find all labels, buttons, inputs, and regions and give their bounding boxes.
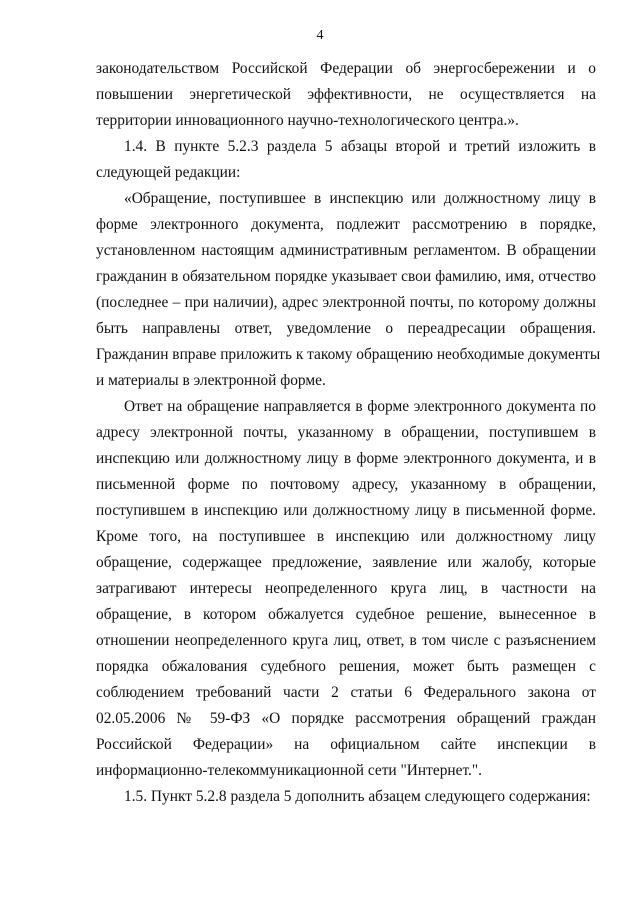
text-line: установленном настоящим административным регламентом. В обращении [96,242,596,259]
text-line: обращение, в котором обжалуется судебное решение, вынесенное в [96,606,596,623]
text-line: 1.4. В пункте 5.2.3 раздела 5 абзацы второй и третий изложить в [124,138,596,155]
text-line: гражданин в обязательном порядке указывает свои фамилию, имя, отчество [96,268,596,285]
text-line: территории инновационного научно-технологического центра.». [96,112,519,129]
text-line: «Обращение, поступившее в инспекцию или должностному лицу в [124,190,596,207]
text-line: соблюдением требований части 2 статьи 6 Федерального закона от [96,684,596,701]
text-line: инспекцию или должностному лицу в форме электронного документа, и в [96,450,596,467]
text-line: законодательством Российской Федерации об энергосбережении и о [96,60,596,77]
text-line: 02.05.2006 № 59-ФЗ «О порядке рассмотрения обращений граждан [96,710,596,727]
text-line: порядка обжалования судебного решения, может быть размещен с [96,658,596,675]
text-line: информационно-телекоммуникационной сети "Интернет.". [96,762,482,779]
text-line: поступившем в инспекцию или должностному лицу в письменной форме. [96,502,596,519]
text-line: и материалы в электронной форме. [96,372,326,389]
text-line: отношении неопределенного круга лиц, ответ, в том числе с разъяснением [96,632,596,649]
text-line: Ответ на обращение направляется в форме электронного документа по [124,398,596,415]
text-line: письменной форме по почтовому адресу, указанному в обращении, [96,476,596,493]
text-line: Кроме того, на поступившее в инспекцию или должностному лицу [96,528,596,545]
text-line: 1.5. Пункт 5.2.8 раздела 5 дополнить абзацем следующего содержания: [124,788,591,805]
text-line: форме электронного документа, подлежит рассмотрению в порядке, [96,216,596,233]
text-line: быть направлены ответ, уведомление о переадресации обращения. [96,320,596,337]
text-line: обращение, содержащее предложение, заявление или жалобу, которые [96,554,596,571]
text-line: Гражданин вправе приложить к такому обращению необходимые документы [96,346,601,363]
text-line: Российской Федерации» на официальном сайте инспекции в [96,736,596,753]
text-line: повышении энергетической эффективности, не осуществляется на [96,86,596,103]
page-number: 4 [316,28,324,43]
text-line: затрагивают интересы неопределенного круга лиц, в частности на [96,580,596,597]
text-line: (последнее – при наличии), адрес электронной почты, по которому должны [96,294,596,311]
text-line: следующей редакции: [96,164,241,181]
text-line: адресу электронной почты, указанному в обращении, поступившем в [96,424,596,441]
